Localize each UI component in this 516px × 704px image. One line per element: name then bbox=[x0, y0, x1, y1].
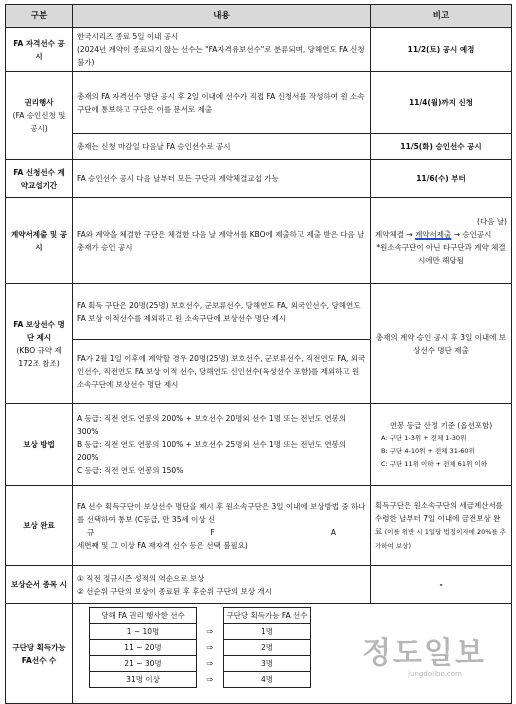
content-comp-complete bbox=[73, 486, 371, 566]
row-negotiation bbox=[6, 160, 512, 198]
content-comp-list-1: FA 획득 구단은 20명(25명) 보호선수, 군보류선수, 당해연도 FA, 외국인선수, 당해연도 FA 보상 이적선수를 제외하고 원 소속구단에 보상선수 명단 제시 bbox=[73, 284, 371, 340]
header-row bbox=[6, 5, 512, 28]
contract-step-2: 계약서제출 bbox=[415, 229, 452, 239]
content-fa-list bbox=[73, 28, 371, 72]
cat-comp-list bbox=[6, 284, 73, 404]
row-fa-list bbox=[6, 28, 512, 72]
fa-list-line-1: 한국시리즈 종료 5일 이내 공시 bbox=[77, 32, 179, 41]
salary-grade-b: B: 구단 4-10위 + 전체 31-60위 bbox=[381, 446, 475, 455]
cat-exercise-sub: (FA 승인신청 및 공시) bbox=[12, 111, 66, 133]
watermark-brand: 정도일보 bbox=[362, 636, 486, 671]
row-contract bbox=[6, 198, 512, 284]
comp-complete-text-end: 세번째 및 그 이상 FA 재자격 선수 등은 선택 불필요) bbox=[77, 540, 248, 550]
arrow-icon: ⇨ bbox=[206, 626, 214, 636]
salary-grade-c: C: 구단 11위 이하 + 전체 61위 이하 bbox=[381, 459, 487, 468]
content-comp-order bbox=[73, 566, 371, 604]
header-content: 내용 bbox=[73, 5, 371, 28]
cat-comp-complete: 보상 완료 bbox=[6, 486, 73, 566]
cat-comp-list-sub: (KBO 규약 제172조 참조) bbox=[16, 345, 62, 368]
flow-arrow-icon: → bbox=[453, 229, 460, 239]
row-comp-complete bbox=[6, 486, 512, 566]
content-exercise-1: 총재의 FA 자격선수 명단 공시 후 2일 이내에 선수가 직접 FA 신청서를 작성하여 원 소속구단에 통보하고 구단은 이를 문서로 제출 bbox=[73, 72, 371, 134]
cat-comp-list-title: FA 보상선수 명단 제시 bbox=[13, 319, 65, 342]
acquire-left-cell: 21 ~ 30명 bbox=[90, 656, 197, 672]
acquire-right-cell: 4명 bbox=[224, 672, 311, 688]
contract-flow bbox=[375, 228, 507, 241]
acquire-row bbox=[90, 656, 311, 672]
note-comp-complete bbox=[371, 486, 512, 566]
comp-complete-spread bbox=[77, 526, 366, 539]
content-contract: FA와 계약을 체결한 구단은 체결한 다음 날 계약서를 KBO에 제출하고 제출 받은 다음 날 총재가 승인 공시 bbox=[73, 198, 371, 284]
acquire-table bbox=[89, 607, 311, 688]
contract-footnote: *원소속구단이 아닌 타구단과 계약 체결 시에만 해당됨 bbox=[376, 242, 506, 265]
acquire-left-header: 당해 FA 권리 행사한 선수 bbox=[90, 608, 197, 624]
row-comp-method bbox=[6, 404, 512, 486]
note-comp-order: - bbox=[371, 566, 512, 604]
grade-c: C 등급: 직전 연도 연봉의 150% bbox=[77, 466, 184, 475]
acquire-header-row bbox=[90, 608, 311, 624]
row-comp-list-1 bbox=[6, 284, 512, 340]
acquire-row bbox=[90, 640, 311, 656]
content-negotiation: FA 승인선수 공시 다음 날부터 모든 구단과 계약체결교섭 가능 bbox=[73, 160, 371, 198]
watermark-url: jungdoilbo.com bbox=[408, 670, 462, 678]
arrow-icon: ⇨ bbox=[206, 658, 214, 668]
cat-contract: 계약서제출 및 공시 bbox=[6, 198, 73, 284]
cat-acquire: 구단당 획득가능 FA선수 수 bbox=[6, 604, 73, 704]
note-exercise-2: 11/5(화) 승인선수 공시 bbox=[371, 134, 512, 160]
grade-b: B 등급: 직전 연도 연봉의 100% + 보호선수 25명외 선수 1명 또는 전년도 연봉의 200% bbox=[77, 440, 347, 462]
fa-rules-table bbox=[5, 4, 512, 704]
note-fa-list: 11/2(토) 공시 예정 bbox=[371, 28, 512, 72]
cat-exercise bbox=[6, 72, 73, 160]
acquire-right-cell: 2명 bbox=[224, 640, 311, 656]
cat-fa-list: FA 자격선수 공시 bbox=[6, 28, 73, 72]
note-exercise-1: 11/4(월)까지 신청 bbox=[371, 72, 512, 134]
acquire-row bbox=[90, 672, 311, 688]
acquire-right-cell: 1명 bbox=[224, 624, 311, 640]
note-negotiation: 11/6(수) 부터 bbox=[371, 160, 512, 198]
salary-grade-a: A: 구단 1-3위 + 전체 1-30위 bbox=[381, 433, 467, 442]
content-comp-list-2: FA가 2월 1일 이후에 계약할 경우 20명(25명) 보호선수, 군보류선수, 직전연도 FA, 외국인선수, 직전연도 FA 보상 이적 선수, 당해연도 신인선수(육성선수 포함)를 제외하고 원 소속구단에 보상선수 명단 제시 bbox=[73, 340, 371, 404]
fa-list-line-2: (2024년 계약이 종료되지 않는 선수는 "FA자격유보선수"로 분류되며, 당해연도 FA 신청 불가) bbox=[77, 45, 365, 67]
cat-negotiation: FA 신청선수 계약교섭기간 bbox=[6, 160, 73, 198]
cat-comp-order: 보상순서 종목 시 bbox=[6, 566, 73, 604]
cat-comp-method: 보상 방법 bbox=[6, 404, 73, 486]
watermark-logo bbox=[362, 628, 508, 678]
arrow-icon: ⇨ bbox=[206, 674, 214, 684]
acquire-left-cell: 31명 이상 bbox=[90, 672, 197, 688]
content-comp-method bbox=[73, 404, 371, 486]
contract-step-3: 승인공시 bbox=[462, 229, 492, 239]
row-exercise-2 bbox=[6, 134, 512, 160]
row-comp-order bbox=[6, 566, 512, 604]
row-exercise-1 bbox=[6, 72, 512, 134]
contract-step-1: 계약체결 bbox=[375, 229, 404, 239]
contract-next-day: (다음 날) bbox=[477, 216, 507, 226]
acquire-left-cell: 1 ~ 10명 bbox=[90, 624, 197, 640]
content-exercise-2: 총재는 신청 마감일 다음날 FA 승인선수로 공시 bbox=[73, 134, 371, 160]
order-line-2: ② 선순위 구단의 보상이 종료된 후 후순위 구단의 보상 개시 bbox=[77, 586, 272, 596]
grade-a: A 등급: 직전 연도 연봉의 200% + 보호선수 20명외 선수 1명 또는 전년도 연봉의 300% bbox=[77, 414, 347, 436]
header-category: 구분 bbox=[6, 5, 73, 28]
acquire-row bbox=[90, 624, 311, 640]
arrow-icon: ⇨ bbox=[206, 642, 214, 652]
spread-char-2: F bbox=[210, 527, 215, 537]
note-comp-method bbox=[371, 404, 512, 486]
note-comp-list: 총재의 계약 승인 공시 후 3일 이내에 보상선수 명단 제출 bbox=[371, 284, 512, 404]
header-note: 비고 bbox=[371, 5, 512, 28]
comp-complete-text: FA 선수 획득구단이 보상선수 명단을 제시 후 원소속구단은 3일 이내에 보상방법 중 하나를 선택하여 통보 (C등급, 만 35세 이상 신 bbox=[77, 501, 366, 524]
arrow-icon bbox=[197, 608, 224, 624]
salary-grade-title: 연봉 등급 산정 기준 (옵션포함) bbox=[389, 420, 493, 430]
flow-arrow-icon: → bbox=[406, 229, 413, 239]
cat-exercise-title: 권리행사 bbox=[24, 98, 54, 107]
spread-char-1: 규 bbox=[87, 527, 95, 537]
acquire-left-cell: 11 ~ 20명 bbox=[90, 640, 197, 656]
note-contract bbox=[371, 198, 512, 284]
comp-complete-note: 획득구단은 원소속구단의 세금계산서를 수령한 날부터 7일 이내에 금전보상 완료 bbox=[375, 500, 503, 536]
acquire-right-cell: 3명 bbox=[224, 656, 311, 672]
order-line-1: ① 직전 정규시즌 성적의 역순으로 보상 bbox=[77, 573, 205, 583]
spread-char-3: A bbox=[330, 527, 336, 537]
comp-complete-note-small: (이를 위반 시 1일당 법정이자에 20%를 추가하여 보상) bbox=[375, 527, 507, 550]
acquire-right-header: 구단당 획득가능 FA 선수 bbox=[224, 608, 311, 624]
